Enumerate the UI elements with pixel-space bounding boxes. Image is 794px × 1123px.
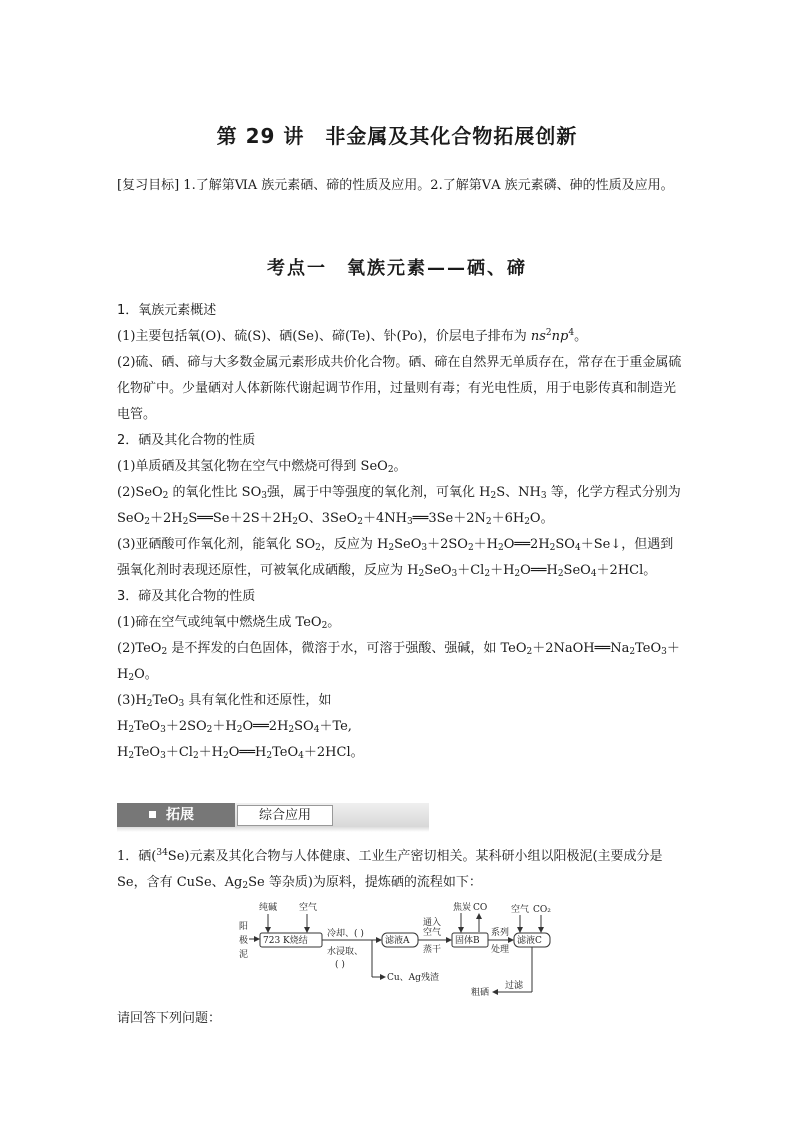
banner-shadow xyxy=(117,827,429,832)
paragraph: (1)主要包括氧(O)、硫(S)、硒(Se)、碲(Te)、钋(Po)，价层电子排布为 $ns^2np^4$。 xyxy=(117,328,588,344)
banner-left: 拓展 xyxy=(117,803,235,827)
extension-banner xyxy=(117,803,429,827)
flow-zhenggan: 蒸干 xyxy=(423,945,442,955)
prompt-text: 请回答下列问题： xyxy=(117,1011,222,1026)
heading-selenium: 2．硒及其化合物的性质 xyxy=(117,433,256,448)
flow-yangji-3: 泥 xyxy=(239,950,249,960)
flow-chunjian: 纯碱 xyxy=(259,903,278,913)
review-goal xyxy=(117,172,677,200)
flow-filtrateA: 滤液A xyxy=(385,936,410,946)
paragraph: (2)SeO$_2$ 的氧化性比 $SO_3$强，属于中等强度的氧化剂，可氧化 $H_2S$、$NH_3$ 等，化学方程式分别为 $SeO_2+2H_2S══Se+2S+2H_2O$、$3SeO_2+4NH_3══3Se+2N_2+6H_2O$。 xyxy=(117,485,681,527)
section-body xyxy=(117,298,682,766)
flow-yangji-1: 阳 xyxy=(239,922,249,932)
heading-overview: 1．氧族元素概述 xyxy=(117,303,217,318)
paragraph: (1)单质硒及其氢化物在空气中燃烧可得到 SeO$_2$。 xyxy=(117,459,407,475)
flow-xilie-2: 处理 xyxy=(491,945,510,955)
review-goal-text: 1.了解第ⅥA 族元素硒、碲的性质及应用。2.了解第ⅤA 族元素磷、砷的性质及应用。 xyxy=(183,178,674,193)
page-title: 第 29 讲 非金属及其化合物拓展创新 xyxy=(216,124,578,148)
flow-jiaotan: 焦炭 xyxy=(453,903,472,913)
flow-kongqi: 空气 xyxy=(299,903,318,913)
question-text: 1．硒($^{34}$Se)元素及其化合物与人体健康、工业生产密切相关。某科研小组以阳极泥(主要成分是 Se，含有 CuSe、$Ag_2Se$ 等杂质)为原料，提炼硒的流程如下： xyxy=(117,848,663,891)
banner-right: 综合应用 xyxy=(237,805,333,826)
section-title: 考点一 氧族元素——硒、碲 xyxy=(267,258,527,279)
heading-tellurium: 3．碲及其化合物的性质 xyxy=(117,589,256,604)
flow-kongqi2: 空气 xyxy=(511,905,530,915)
flow-cool-1: 冷却、( ) xyxy=(327,929,364,939)
review-goal-tag: [复习目标] xyxy=(117,178,180,193)
square-icon xyxy=(149,811,156,818)
equation: $H_2TeO_3+2SO_2+H_2O══2H_2SO_4+Te$, xyxy=(117,719,352,735)
flow-tongru-1: 通入 xyxy=(423,918,442,928)
flow-solidB: 固体B xyxy=(455,936,480,946)
flow-cool-2: 水浸取、 xyxy=(327,947,364,957)
paragraph: $(3)H_2TeO_3$ 具有氧化性和还原性，如 xyxy=(117,693,332,709)
question-1 xyxy=(117,844,682,896)
flow-xilie-1: 系列 xyxy=(491,928,510,938)
paragraph: (3)亚硒酸可作氧化剂，能氧化 $SO_2$，反应为 $H_2SeO_3+2SO_2+H_2O══2H_2SO_4+Se↓$，但遇到强氧化剂时表现还原性，可被氧化成硒酸，反应为 $H_2SeO_3+Cl_2+H_2O══H_2SeO_4+2HCl$。 xyxy=(117,537,674,579)
equation: $H_2TeO_3+Cl_2+H_2O══H_2TeO_4+2HCl$。 xyxy=(117,745,364,761)
flow-co2: CO₂ xyxy=(533,905,551,915)
flow-tongru-2: 空气 xyxy=(423,928,442,938)
paragraph: (2)TeO$_2$ 是不挥发的白色固体，微溶于水，可溶于强酸、强碱，如 $TeO_2+2NaOH══Na_2TeO_3+H_2O$。 xyxy=(117,641,680,683)
paragraph: (2)硫、硒、碲与大多数金属元素形成共价化合物。硒、碲在自然界无单质存在，常存在于重金属硫化物矿中。少量硒对人体新陈代谢起调节作用，过量则有毒；有光电性质，用于电影传真和制造光电管。 xyxy=(117,355,682,422)
paragraph: (1)碲在空气或纯氧中燃烧生成 TeO$_2$。 xyxy=(117,615,341,631)
flow-filtrateC: 滤液C xyxy=(517,936,542,946)
flow-co: CO xyxy=(473,903,488,913)
flow-cool-3: ( ) xyxy=(335,960,345,970)
flow-cuxi: 粗硒 xyxy=(471,988,490,998)
flow-residue: Cu、Ag残渣 xyxy=(387,973,439,983)
flow-yangji-2: 极 xyxy=(239,936,249,946)
flow-guolv: 过滤 xyxy=(505,981,524,991)
flow-sinter: 723 K烧结 xyxy=(263,936,308,946)
process-flowchart xyxy=(235,899,565,1001)
